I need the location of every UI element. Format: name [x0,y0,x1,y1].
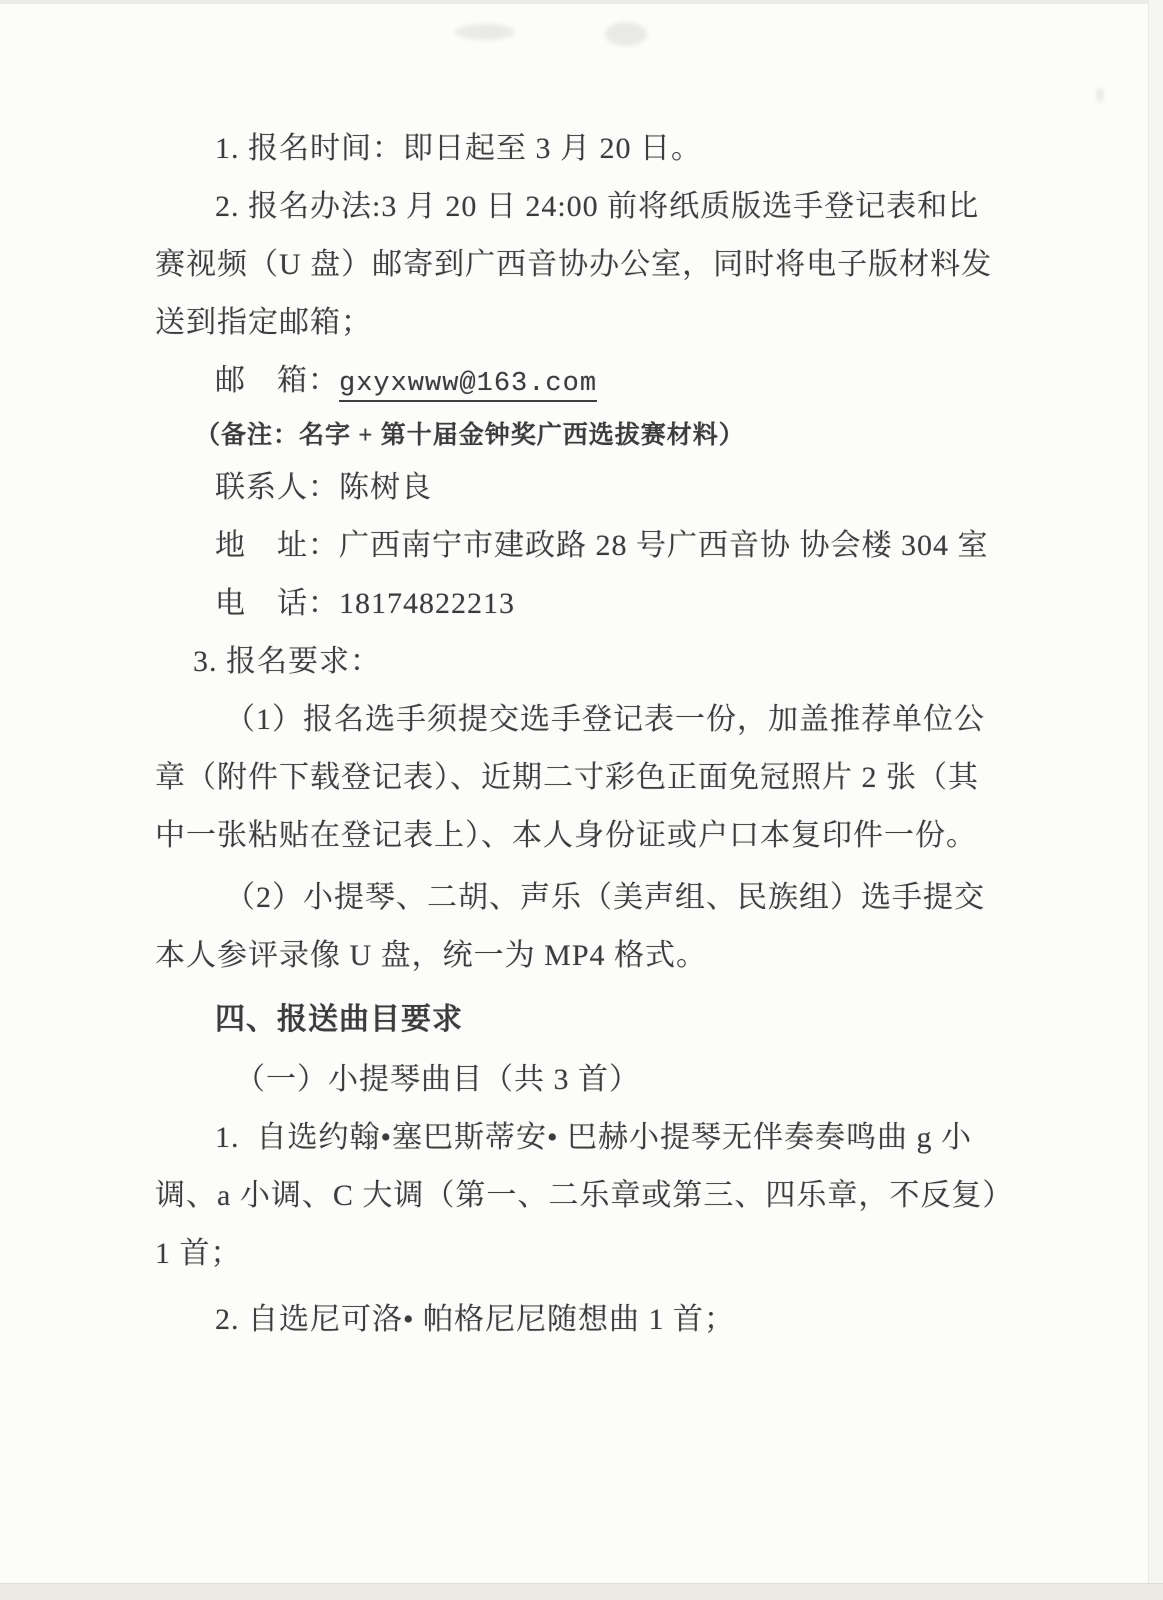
line-email-note: （备注：名字 + 第十届金钟奖广西选拔赛材料） [195,422,745,449]
line-phone: 电 话：18174822213 [215,587,515,620]
line-address: 地 址：广西南宁市建政路 28 号广西音协 协会楼 304 室 [215,529,989,562]
line-registration-method-1: 2. 报名办法:3 月 20 日 24:00 前将纸质版选手登记表和比 [215,190,980,223]
line-violin-repertoire-heading: （一）小提琴曲目（共 3 首） [235,1063,640,1096]
scan-edge-bottom [0,1583,1163,1600]
scan-artifact [1096,88,1104,102]
line-email [155,352,1015,413]
scan-edge-right [1148,0,1163,1600]
line-contact-person: 联系人：陈树良 [215,471,432,504]
email-address: gxyxwww@163.com [339,369,597,402]
line-violin-piece-1c: 1 首； [155,1237,242,1270]
line-violin-piece-2: 2. 自选尼可洛• 帕格尼尼随想曲 1 首； [215,1303,736,1336]
line-registration-time: 1. 报名时间：即日起至 3 月 20 日。 [215,132,702,165]
scan-artifact [605,22,647,46]
line-requirement-1a: （1）报名选手须提交选手登记表一份，加盖推荐单位公 [225,703,985,736]
line-violin-piece-1b: 调、a 小调、C 大调（第一、二乐章或第三、四乐章，不反复） [155,1179,1014,1212]
line-registration-method-2: 赛视频（U 盘）邮寄到广西音协办公室，同时将电子版材料发 [155,248,993,281]
scan-artifact [455,24,515,40]
line-requirement-1c: 中一张粘贴在登记表上）、本人身份证或户口本复印件一份。 [155,819,977,852]
line-registration-method-3: 送到指定邮箱； [155,306,372,339]
scan-edge-top [0,0,1163,4]
heading-repertoire-requirements: 四、报送曲目要求 [215,1003,463,1036]
document-body [155,120,1015,1349]
line-requirement-2a: （2）小提琴、二胡、声乐（美声组、民族组）选手提交 [225,881,985,914]
line-violin-piece-1a: 1. 自选约翰•塞巴斯蒂安• 巴赫小提琴无伴奏奏鸣曲 g 小 [215,1121,973,1154]
line-registration-requirements-heading: 3. 报名要求： [193,645,381,678]
line-requirement-2b: 本人参评录像 U 盘，统一为 MP4 格式。 [155,939,708,972]
line-requirement-1b: 章（附件下载登记表）、近期二寸彩色正面免冠照片 2 张（其 [155,761,979,794]
email-label: 邮 箱： [215,364,339,397]
